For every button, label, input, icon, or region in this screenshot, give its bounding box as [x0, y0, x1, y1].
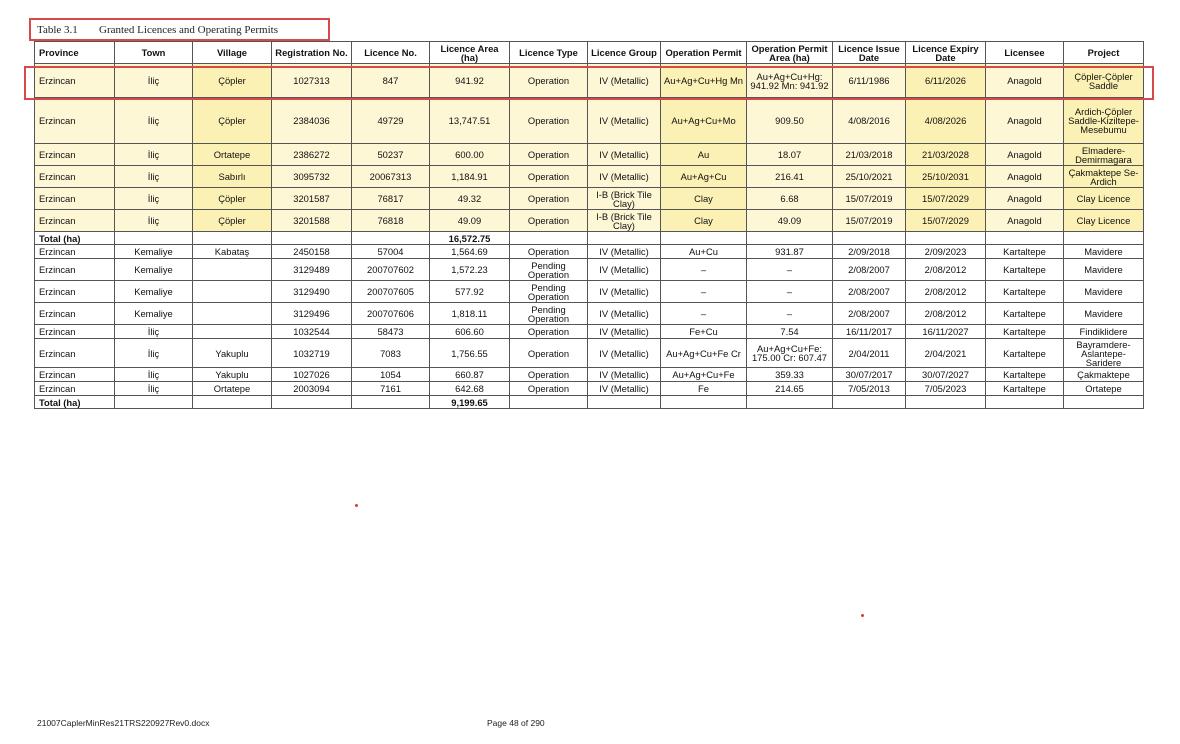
table-cell: Çöpler-Çöpler Saddle: [1064, 64, 1144, 98]
table-cell: 16/11/2027: [906, 325, 986, 339]
table-cell: 13,747.51: [430, 98, 510, 144]
table-cell: 2/08/2007: [833, 303, 906, 325]
table-cell: 30/07/2027: [906, 368, 986, 382]
table-cell: 931.87: [747, 245, 833, 259]
table-cell: 7/05/2013: [833, 382, 906, 396]
table-row: [35, 210, 1144, 232]
table-cell: [193, 396, 272, 409]
table-cell: [906, 232, 986, 245]
table-cell: [352, 396, 430, 409]
table-cell: [1064, 396, 1144, 409]
table-cell: [588, 232, 661, 245]
table-cell: Operation: [510, 339, 588, 368]
table-cell: [747, 232, 833, 245]
table-cell: 16/11/2017: [833, 325, 906, 339]
table-cell: Operation: [510, 368, 588, 382]
column-header: Licence Issue Date: [833, 42, 906, 64]
table-cell: 1032544: [272, 325, 352, 339]
table-cell: Kemaliye: [115, 303, 193, 325]
table-cell: 2003094: [272, 382, 352, 396]
table-cell: I-B (Brick Tile Clay): [588, 188, 661, 210]
column-header: Province: [35, 42, 115, 64]
table-cell: 3201588: [272, 210, 352, 232]
table-cell: İliç: [115, 382, 193, 396]
table-cell: Au+Ag+Cu+Hg: 941.92 Mn: 941.92: [747, 64, 833, 98]
table-cell: 2/08/2012: [906, 281, 986, 303]
table-cell: Au: [661, 144, 747, 166]
table-cell: 6.68: [747, 188, 833, 210]
table-cell: Pending Operation: [510, 281, 588, 303]
table-cell: Operation: [510, 382, 588, 396]
table-cell: 50237: [352, 144, 430, 166]
table-cell: [833, 232, 906, 245]
licence-table: [34, 41, 1144, 409]
table-cell: 214.65: [747, 382, 833, 396]
table-cell: 6/11/2026: [906, 64, 986, 98]
table-cell: 642.68: [430, 382, 510, 396]
table-cell: Erzincan: [35, 166, 115, 188]
table-row: [35, 166, 1144, 188]
table-cell: 21/03/2018: [833, 144, 906, 166]
table-cell: Pending Operation: [510, 303, 588, 325]
table-cell: Erzincan: [35, 368, 115, 382]
table-cell: Anagold: [986, 166, 1064, 188]
column-header: Licence Area (ha): [430, 42, 510, 64]
table-cell: Çöpler: [193, 188, 272, 210]
table-cell: 25/10/2031: [906, 166, 986, 188]
red-mark: [861, 614, 864, 617]
table-cell: 2/09/2023: [906, 245, 986, 259]
table-cell: Erzincan: [35, 281, 115, 303]
table-cell: Yakuplu: [193, 368, 272, 382]
table-cell: 7/05/2023: [906, 382, 986, 396]
table-row: [35, 281, 1144, 303]
table-cell: IV (Metallic): [588, 303, 661, 325]
table-cell: İliç: [115, 368, 193, 382]
table-cell: [588, 396, 661, 409]
table-cell: 577.92: [430, 281, 510, 303]
table-cell: 15/07/2019: [833, 188, 906, 210]
table-cell: Kartaltepe: [986, 281, 1064, 303]
red-mark: [355, 504, 358, 507]
table-cell: 16,572.75: [430, 232, 510, 245]
table-cell: 600.00: [430, 144, 510, 166]
table-cell: Findiklidere: [1064, 325, 1144, 339]
table-cell: Pending Operation: [510, 259, 588, 281]
table-cell: 3201587: [272, 188, 352, 210]
table-number: Table 3.1: [37, 23, 78, 36]
table-cell: Fe+Cu: [661, 325, 747, 339]
table-row: [35, 245, 1144, 259]
table-cell: Erzincan: [35, 188, 115, 210]
table-cell: [1064, 232, 1144, 245]
table-cell: IV (Metallic): [588, 64, 661, 98]
table-cell: –: [747, 281, 833, 303]
table-cell: –: [661, 259, 747, 281]
table-cell: 1,572.23: [430, 259, 510, 281]
table-cell: Sabırlı: [193, 166, 272, 188]
table-cell: [510, 232, 588, 245]
table-cell: [193, 259, 272, 281]
table-cell: 1054: [352, 368, 430, 382]
table-row: [35, 64, 1144, 98]
table-cell: Erzincan: [35, 144, 115, 166]
table-cell: Operation: [510, 325, 588, 339]
table-cell: 2/08/2007: [833, 259, 906, 281]
table-cell: [115, 232, 193, 245]
table-cell: Mavidere: [1064, 245, 1144, 259]
table-cell: –: [661, 303, 747, 325]
column-header: Project: [1064, 42, 1144, 64]
table-cell: 1,184.91: [430, 166, 510, 188]
table-cell: 216.41: [747, 166, 833, 188]
table-cell: Operation: [510, 166, 588, 188]
table-cell: İliç: [115, 64, 193, 98]
table-cell: [193, 325, 272, 339]
table-cell: IV (Metallic): [588, 339, 661, 368]
table-cell: 4/08/2026: [906, 98, 986, 144]
table-title: Granted Licences and Operating Permits: [99, 23, 278, 36]
table-cell: IV (Metallic): [588, 245, 661, 259]
table-cell: Clay Licence: [1064, 210, 1144, 232]
table-cell: 359.33: [747, 368, 833, 382]
table-cell: İliç: [115, 98, 193, 144]
table-cell: 200707605: [352, 281, 430, 303]
table-cell: 76818: [352, 210, 430, 232]
table-cell: [661, 396, 747, 409]
table-cell: Kabataş: [193, 245, 272, 259]
table-cell: IV (Metallic): [588, 144, 661, 166]
column-header: Licence Group: [588, 42, 661, 64]
table-cell: 49729: [352, 98, 430, 144]
table-cell: [193, 303, 272, 325]
table-cell: 7161: [352, 382, 430, 396]
table-cell: Erzincan: [35, 382, 115, 396]
table-cell: Clay: [661, 210, 747, 232]
table-cell: [193, 281, 272, 303]
table-cell: [747, 396, 833, 409]
table-cell: 1,564.69: [430, 245, 510, 259]
table-cell: IV (Metallic): [588, 382, 661, 396]
table-cell: İliç: [115, 166, 193, 188]
column-header: Town: [115, 42, 193, 64]
table-row: [35, 98, 1144, 144]
table-cell: –: [747, 259, 833, 281]
table-cell: 1027026: [272, 368, 352, 382]
table-cell: [833, 396, 906, 409]
table-cell: 7.54: [747, 325, 833, 339]
table-cell: İliç: [115, 325, 193, 339]
table-cell: Kemaliye: [115, 245, 193, 259]
table-row: [35, 303, 1144, 325]
table-cell: 21/03/2028: [906, 144, 986, 166]
table-cell: 200707606: [352, 303, 430, 325]
table-cell: Clay: [661, 188, 747, 210]
footer-page-number: Page 48 of 290: [487, 718, 545, 728]
table-cell: 15/07/2019: [833, 210, 906, 232]
table-cell: 2/04/2021: [906, 339, 986, 368]
table-cell: Anagold: [986, 188, 1064, 210]
table-cell: 3129490: [272, 281, 352, 303]
table-cell: Au+Cu: [661, 245, 747, 259]
table-cell: Ortatepe: [193, 144, 272, 166]
column-header: Licence Expiry Date: [906, 42, 986, 64]
table-cell: [115, 396, 193, 409]
table-cell: Kemaliye: [115, 259, 193, 281]
table-cell: 15/07/2029: [906, 188, 986, 210]
table-row: [35, 325, 1144, 339]
table-cell: 76817: [352, 188, 430, 210]
table-cell: 57004: [352, 245, 430, 259]
table-cell: IV (Metallic): [588, 166, 661, 188]
table-cell: [986, 232, 1064, 245]
table-cell: 847: [352, 64, 430, 98]
footer-filename: 21007CaplerMinRes21TRS220927Rev0.docx: [37, 718, 210, 728]
table-cell: İliç: [115, 144, 193, 166]
table-cell: 58473: [352, 325, 430, 339]
table-row: [35, 259, 1144, 281]
table-cell: 1,818.11: [430, 303, 510, 325]
table-cell: Ortatepe: [1064, 382, 1144, 396]
table-cell: Erzincan: [35, 339, 115, 368]
table-cell: Anagold: [986, 98, 1064, 144]
table-cell: 1027313: [272, 64, 352, 98]
table-cell: 15/07/2029: [906, 210, 986, 232]
table-cell: 2/04/2011: [833, 339, 906, 368]
table-cell: Erzincan: [35, 210, 115, 232]
table-cell: Kartaltepe: [986, 259, 1064, 281]
table-cell: İliç: [115, 339, 193, 368]
table-cell: Anagold: [986, 64, 1064, 98]
table-cell: Erzincan: [35, 64, 115, 98]
table-cell: [272, 232, 352, 245]
table-cell: IV (Metallic): [588, 368, 661, 382]
table-cell: 2386272: [272, 144, 352, 166]
table-caption: [29, 18, 330, 41]
table-cell: Fe: [661, 382, 747, 396]
table-cell: 3129489: [272, 259, 352, 281]
column-header: Licensee: [986, 42, 1064, 64]
table-cell: Erzincan: [35, 325, 115, 339]
table-cell: [510, 396, 588, 409]
table-cell: 4/08/2016: [833, 98, 906, 144]
table-cell: 18.07: [747, 144, 833, 166]
table-cell: 2/09/2018: [833, 245, 906, 259]
table-cell: Elmadere-Demirmagara: [1064, 144, 1144, 166]
table-cell: 49.32: [430, 188, 510, 210]
table-cell: IV (Metallic): [588, 281, 661, 303]
table-cell: 7083: [352, 339, 430, 368]
table-cell: Kartaltepe: [986, 325, 1064, 339]
table-cell: Au+Ag+Cu+Hg Mn: [661, 64, 747, 98]
table-cell: [193, 232, 272, 245]
table-cell: Erzincan: [35, 303, 115, 325]
table-cell: Operation: [510, 188, 588, 210]
table-cell: 30/07/2017: [833, 368, 906, 382]
table-cell: İliç: [115, 188, 193, 210]
table-cell: Au+Ag+Cu: [661, 166, 747, 188]
column-header: Operation Permit Area (ha): [747, 42, 833, 64]
table-cell: Au+Ag+Cu+Fe: 175.00 Cr: 607.47: [747, 339, 833, 368]
table-cell: Operation: [510, 245, 588, 259]
table-cell: Operation: [510, 64, 588, 98]
table-cell: [661, 232, 747, 245]
table-cell: Çöpler: [193, 64, 272, 98]
table-cell: 660.87: [430, 368, 510, 382]
table-cell: Çöpler: [193, 98, 272, 144]
column-header: Registration No.: [272, 42, 352, 64]
table-cell: Au+Ag+Cu+Fe Cr: [661, 339, 747, 368]
table-cell: Kartaltepe: [986, 382, 1064, 396]
table-cell: 9,199.65: [430, 396, 510, 409]
table-cell: Kartaltepe: [986, 368, 1064, 382]
table-cell: 2/08/2012: [906, 259, 986, 281]
table-cell: Kartaltepe: [986, 245, 1064, 259]
column-header: Operation Permit: [661, 42, 747, 64]
total-row: [35, 232, 1144, 245]
table-cell: Bayramdere-Aslantepe-Saridere: [1064, 339, 1144, 368]
table-cell: I-B (Brick Tile Clay): [588, 210, 661, 232]
table-cell: 49.09: [747, 210, 833, 232]
table-cell: Mavidere: [1064, 281, 1144, 303]
table-cell: Ardich-Çöpler Saddle-Kiziltepe-Mesebumu: [1064, 98, 1144, 144]
table-cell: Çakmaktepe Se-Ardich: [1064, 166, 1144, 188]
header-row: [35, 42, 1144, 64]
table-cell: 49.09: [430, 210, 510, 232]
table-cell: 3095732: [272, 166, 352, 188]
table-cell: Yakuplu: [193, 339, 272, 368]
column-header: Licence No.: [352, 42, 430, 64]
table-cell: –: [747, 303, 833, 325]
table-cell: 1032719: [272, 339, 352, 368]
table-cell: Erzincan: [35, 98, 115, 144]
table-cell: Çöpler: [193, 210, 272, 232]
table-cell: 2384036: [272, 98, 352, 144]
table-cell: IV (Metallic): [588, 98, 661, 144]
table-cell: Clay Licence: [1064, 188, 1144, 210]
column-header: Licence Type: [510, 42, 588, 64]
table-cell: İliç: [115, 210, 193, 232]
table-cell: Mavidere: [1064, 259, 1144, 281]
table-cell: Operation: [510, 144, 588, 166]
table-cell: Çakmaktepe: [1064, 368, 1144, 382]
table-row: [35, 188, 1144, 210]
table-cell: Kartaltepe: [986, 339, 1064, 368]
table-cell: 25/10/2021: [833, 166, 906, 188]
table-cell: IV (Metallic): [588, 325, 661, 339]
table-cell: IV (Metallic): [588, 259, 661, 281]
table-cell: Erzincan: [35, 259, 115, 281]
table-cell: 2/08/2012: [906, 303, 986, 325]
table-cell: Anagold: [986, 144, 1064, 166]
table-cell: Ortatepe: [193, 382, 272, 396]
table-cell: –: [661, 281, 747, 303]
table-cell: 3129496: [272, 303, 352, 325]
table-row: [35, 144, 1144, 166]
table-cell: 20067313: [352, 166, 430, 188]
table-cell: 2450158: [272, 245, 352, 259]
table-cell: Anagold: [986, 210, 1064, 232]
table-cell: [352, 232, 430, 245]
table-cell: Kartaltepe: [986, 303, 1064, 325]
table-cell: Total (ha): [35, 232, 115, 245]
table-cell: Mavidere: [1064, 303, 1144, 325]
total-row: [35, 396, 1144, 409]
table-cell: 1,756.55: [430, 339, 510, 368]
table-row: [35, 368, 1144, 382]
column-header: Village: [193, 42, 272, 64]
table-cell: 2/08/2007: [833, 281, 906, 303]
table-cell: Operation: [510, 210, 588, 232]
table-cell: 6/11/1986: [833, 64, 906, 98]
table-cell: 200707602: [352, 259, 430, 281]
table-cell: [272, 396, 352, 409]
table-cell: 606.60: [430, 325, 510, 339]
table-row: [35, 339, 1144, 368]
table-row: [35, 382, 1144, 396]
table-cell: 941.92: [430, 64, 510, 98]
table-cell: [906, 396, 986, 409]
table-cell: Kemaliye: [115, 281, 193, 303]
table-cell: Operation: [510, 98, 588, 144]
table-cell: Au+Ag+Cu+Mo: [661, 98, 747, 144]
table-cell: Total (ha): [35, 396, 115, 409]
table-cell: Au+Ag+Cu+Fe: [661, 368, 747, 382]
table-cell: [986, 396, 1064, 409]
table-cell: Erzincan: [35, 245, 115, 259]
table-cell: 909.50: [747, 98, 833, 144]
